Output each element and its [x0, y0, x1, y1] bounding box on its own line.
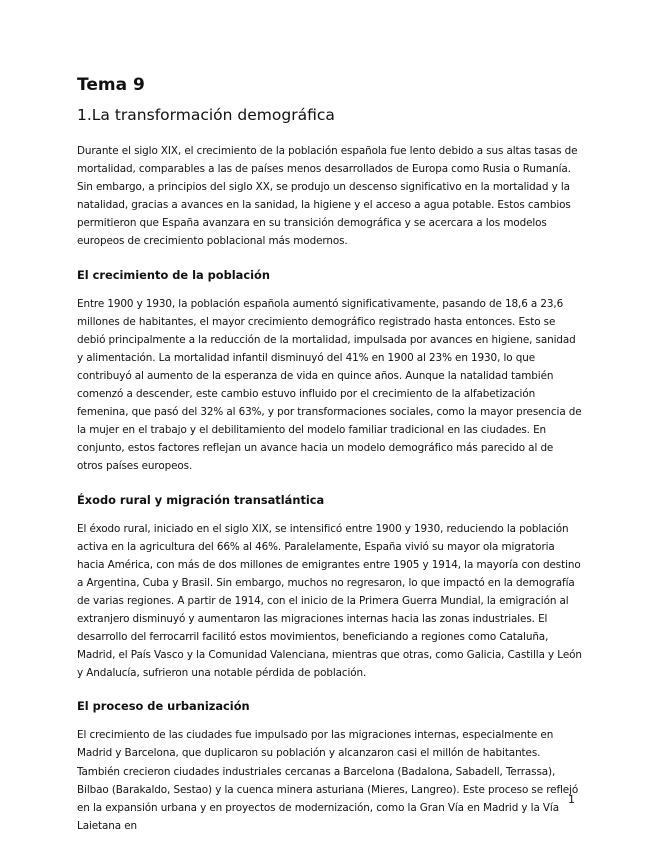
section-heading-exodo: Éxodo rural y migración transatlántica: [77, 492, 325, 507]
section-heading-crecimiento: El crecimiento de la población: [77, 267, 270, 282]
intro-paragraph: Durante el siglo XIX, el crecimiento de la población española fue lento debido a sus altas tasas de mortalidad, comparables a las de países menos desarrollados de Europa como Rusia o Rumanía. Sin embargo, a principios del siglo XX, se produjo un descenso significativo en la mortalidad y la natalidad, gracias a avances en la sanidad, la higiene y el acceso a agua potable. Estos cambios permitieron que España avanzara en su transición demográfica y se acercara a los modelos europeos de crecimiento poblacional más modernos.: [77, 145, 578, 248]
section-paragraph-urbanizacion: El crecimiento de las ciudades fue impulsado por las migraciones internas, especialmente en Madrid y Barcelona, que duplicaron su población y alcanzaron casi el millón de habitantes. También crecieron ciudades industriales cercanas a Barcelona (Badalona, Sabadell, Terrassa), Bilbao (Barakaldo, Sestao) y la cuenca minera asturiana (Mieres, Langreo). Este proceso se reflejó en la expansión urbana y en proyectos de modernización, como la Gran Vía en Madrid y la Vía Laietana en: [77, 729, 579, 832]
document-title: Tema 9: [77, 75, 145, 95]
page-number: 1: [568, 793, 575, 806]
section-paragraph-crecimiento: Entre 1900 y 1930, la población española aumentó significativamente, pasando de 18,6 a 23,6 millones de habitantes, el mayor crecimiento demográfico registrado hasta entonces. Esto se debió principalmente a la reducción de la mortalidad, impulsada por avances en higiene, sanidad y alimentación. La mortalidad infantil disminuyó del 41% en 1900 al 23% en 1930, lo que contribuyó al aumento de la esperanza de vida en quince años. Aunque la natalidad también comenzó a descender, este cambio estuvo influido por el crecimiento de la alfabetización femenina, que pasó del 32% al 63%, y por transformaciones sociales, como la mayor presencia de la mujer en el trabajo y el debilitamiento del modelo familiar tradicional en las ciudades. En conjunto, estos factores reflejan un avance hacia un modelo demográfico más parecido al de otros países europeos.: [77, 297, 582, 473]
section-paragraph-exodo: El éxodo rural, iniciado en el siglo XIX, se intensificó entre 1900 y 1930, reduciendo la población activa en la agricultura del 66% al 46%. Paralelamente, España vivió su mayor ola migratoria hacia América, con más de dos millones de emigrantes entre 1905 y 1914, la mayoría con destino a Argentina, Cuba y Brasil. Sin embargo, muchos no regresaron, lo que impactó en la demografía de varias regiones. A partir de 1914, con el inicio de la Primera Guerra Mundial, la emigración al extranjero disminuyó y aumentaron las migraciones internas hacia las zonas industriales. El desarrollo del ferrocarril facilitó estos movimientos, beneficiando a regiones como Cataluña, Madrid, el País Vasco y la Comunidad Valenciana, mientras que otras, como Galicia, Castilla y León y Andalucía, sufrieron una notable pérdida de población.: [77, 522, 582, 680]
document-page: [77, 74, 582, 835]
document-subtitle: 1.La transformación demográfica: [77, 106, 335, 124]
section-heading-urbanizacion: El proceso de urbanización: [77, 699, 250, 714]
